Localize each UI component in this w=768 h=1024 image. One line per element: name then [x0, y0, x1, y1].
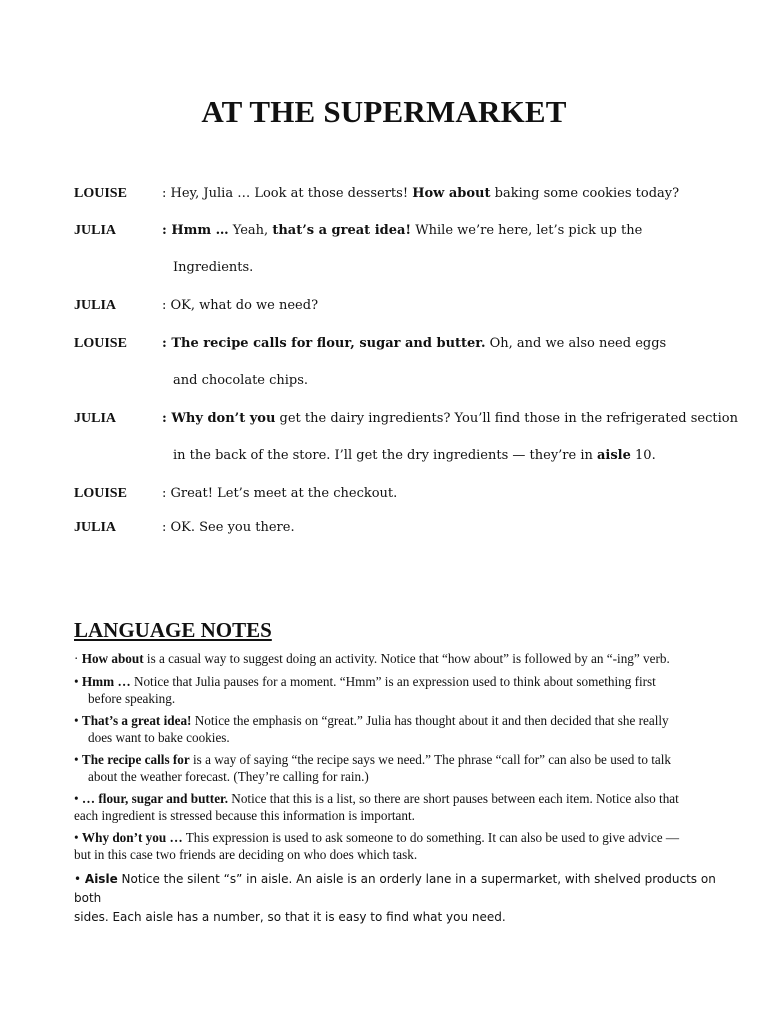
emphasis-text: : Hmm …: [162, 223, 229, 238]
note-term: Why don’t you …: [81, 830, 183, 845]
language-note: [74, 830, 724, 863]
note-text: Notice that Julia pauses for a moment. “Hmm” is an expression used to think about something first: [130, 674, 656, 689]
note-text: sides. Each aisle has a number, so that it is easy to find what you need.: [74, 910, 506, 924]
emphasis-text: : The recipe calls for flour, sugar and butter.: [162, 336, 486, 351]
note-term: How about: [81, 651, 144, 666]
bullet-icon: •: [74, 791, 82, 806]
bullet-icon: •: [74, 830, 82, 845]
note-term: The recipe calls for: [81, 752, 190, 767]
speaker-name: JULIA: [74, 411, 117, 426]
dialogue-text: Yeah,: [228, 223, 273, 238]
dialogue-line: [162, 520, 295, 535]
note-text: is a casual way to suggest doing an activity. Notice that “how about” is followed by an “-ing” verb.: [143, 651, 670, 666]
dialogue-line: [162, 298, 318, 313]
dialogue-continuation: and chocolate chips.: [173, 373, 309, 388]
speaker-name: LOUISE: [74, 486, 127, 501]
note-text: is a way of saying “the recipe says we need.” The phrase “call for” can also be used to talk: [189, 752, 671, 767]
dialogue-text: : OK. See you there.: [162, 520, 295, 535]
bullet-icon: ·: [74, 651, 82, 666]
note-text: This expression is used to ask someone to do something. It can also be used to give advice —: [182, 830, 680, 845]
dialogue-line: [162, 411, 738, 426]
dialogue-text: baking some cookies today?: [490, 186, 680, 201]
dialogue-line: [162, 486, 397, 501]
note-term: … flour, sugar and butter.: [81, 791, 228, 806]
language-note: [74, 674, 724, 707]
note-term: Hmm …: [81, 674, 131, 689]
note-text: Notice the emphasis on “great.” Julia has thought about it and then decided that she really: [191, 713, 669, 728]
bullet-icon: •: [74, 872, 85, 886]
language-note: [74, 752, 724, 785]
language-note: [74, 651, 724, 668]
speaker-name: LOUISE: [74, 336, 127, 351]
note-term: Aisle: [84, 872, 118, 886]
dialogue-text: in the back of the store. I’ll get the dry ingredients — they’re in: [173, 448, 597, 463]
speaker-name: JULIA: [74, 223, 117, 238]
note-text: each ingredient is stressed because this information is important.: [74, 807, 415, 823]
language-note: [74, 791, 724, 824]
bullet-icon: •: [74, 752, 82, 767]
note-text: does want to bake cookies.: [88, 729, 230, 745]
page-title: AT THE SUPERMARKET: [201, 94, 567, 129]
dialogue-text: Oh, and we also need eggs: [485, 336, 667, 351]
dialogue-text: get the dairy ingredients? You’ll find those in the refrigerated section: [275, 411, 738, 426]
dialogue-line: [162, 336, 666, 351]
dialogue-text: : OK, what do we need?: [162, 298, 319, 313]
dialogue-text: 10.: [630, 448, 656, 463]
emphasis-text: How about: [412, 186, 491, 201]
dialogue-text: While we’re here, let’s pick up the: [411, 223, 643, 238]
speaker-name: JULIA: [74, 520, 117, 535]
dialogue-text: : Hey, Julia … Look at those desserts!: [162, 186, 413, 201]
note-text: Notice the silent “s” in aisle. An aisle is an orderly lane in a supermarket, with shelved products on both: [74, 872, 716, 905]
emphasis-text: that’s a great idea!: [272, 223, 412, 238]
language-note: [74, 870, 724, 927]
bullet-icon: •: [74, 713, 82, 728]
note-text: about the weather forecast. (They’re calling for rain.): [88, 768, 369, 784]
speaker-name: LOUISE: [74, 186, 127, 201]
language-note: [74, 713, 724, 746]
dialogue-line: [162, 223, 642, 238]
language-notes-heading: LANGUAGE NOTES: [74, 618, 272, 642]
dialogue-text: : Great! Let’s meet at the checkout.: [162, 486, 398, 501]
note-term: That’s a great idea!: [81, 713, 192, 728]
bullet-icon: •: [74, 674, 82, 689]
dialogue-line: [162, 186, 679, 201]
note-text: but in this case two friends are deciding on who does which task.: [74, 846, 418, 862]
speaker-name: JULIA: [74, 298, 117, 313]
dialogue-continuation: [173, 448, 656, 463]
emphasis-text: aisle: [597, 448, 631, 463]
note-text: before speaking.: [88, 690, 176, 706]
dialogue-continuation: Ingredients.: [173, 260, 254, 275]
emphasis-text: : Why don’t you: [162, 411, 276, 426]
note-text: Notice that this is a list, so there are short pauses between each item. Notice also that: [228, 791, 679, 806]
